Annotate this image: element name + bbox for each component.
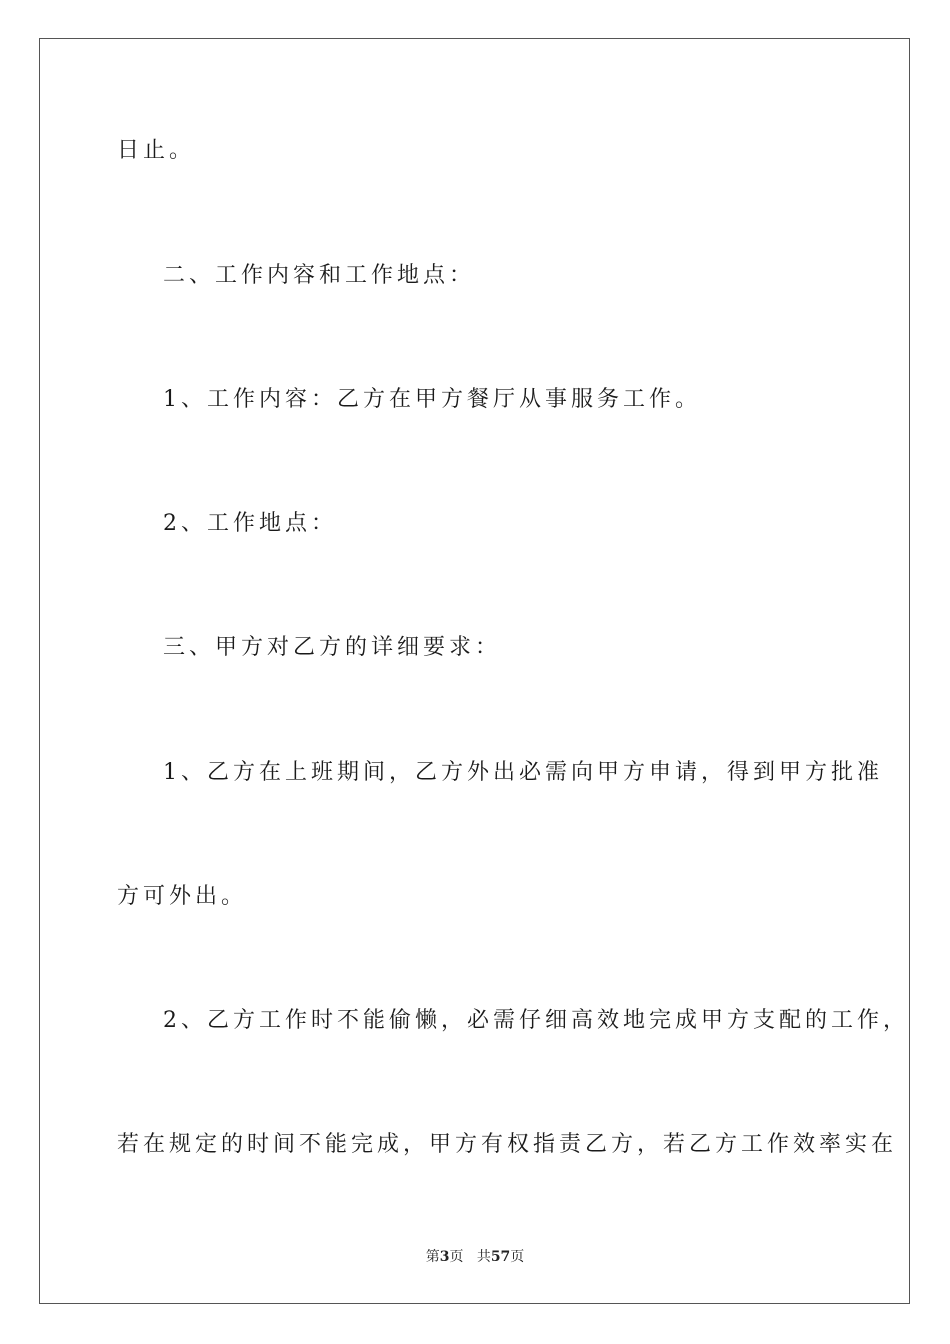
footer-page-suffix: 页 <box>449 1249 464 1265</box>
section-heading-3: 三、甲方对乙方的详细要求： <box>163 635 502 660</box>
text-line-requirement-1-cont: 方可外出。 <box>117 884 248 909</box>
text-line-work-location: 2、工作地点： <box>163 511 337 536</box>
text-line-work-content: 1、工作内容：乙方在甲方餐厅从事服务工作。 <box>163 387 701 412</box>
text-line-1: 日止。 <box>117 138 196 163</box>
section-heading-2: 二、工作内容和工作地点： <box>163 263 476 288</box>
text-line-requirement-2-cont: 若在规定的时间不能完成，甲方有权指责乙方，若乙方工作效率实在 <box>117 1132 898 1157</box>
footer-page-number: 3 <box>439 1249 450 1265</box>
footer-total-prefix: 共 <box>476 1249 491 1265</box>
page-footer <box>0 1247 950 1267</box>
text-line-requirement-2: 2、乙方工作时不能偷懒，必需仔细高效地完成甲方支配的工作， <box>163 1008 909 1033</box>
footer-total-suffix: 页 <box>510 1249 525 1265</box>
text-line-requirement-1: 1、乙方在上班期间，乙方外出必需向甲方申请，得到甲方批准 <box>163 760 883 785</box>
footer-total-pages: 57 <box>490 1249 511 1265</box>
page-frame <box>39 38 910 1304</box>
footer-prefix: 第 <box>425 1249 440 1265</box>
